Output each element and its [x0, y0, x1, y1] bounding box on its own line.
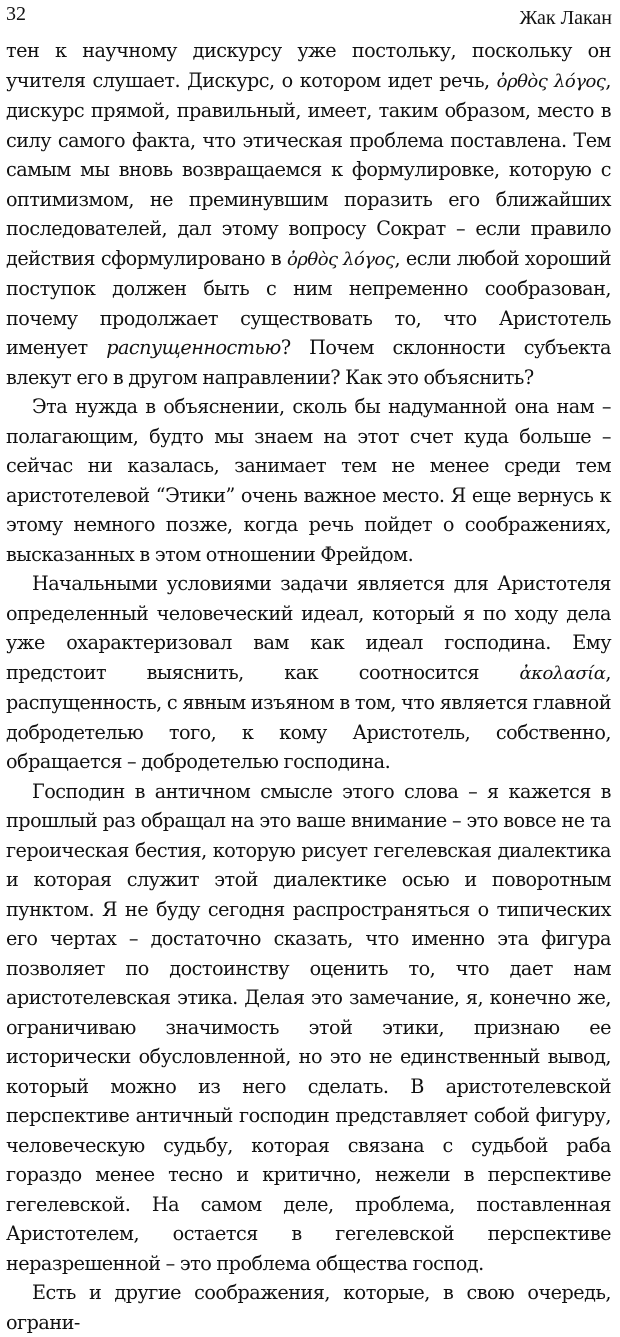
paragraph-4	[6, 777, 611, 1279]
paragraph-5	[6, 1278, 611, 1337]
text-run: тен к научному дискурсу уже постольку, поскольку он учителя слушает. Дискурс, о котором идет речь,	[6, 39, 611, 92]
body-text	[6, 36, 611, 1337]
greek-term: ἀκολασία	[519, 662, 606, 684]
greek-term: ὀρθὸς λόγος	[286, 248, 395, 270]
text-run: Эта нужда в объяснении, сколь бы надуманной она нам – полагающим, будто мы знаем на этот счет куда больше – сейчас ни казалась, занимает тем не менее среди тем аристотелевой “Этики” очень важное место. Я еще вернусь к этому немного позже, когда речь пойдет о соображениях, высказанных в этом отношении Фрейдом.	[6, 395, 611, 566]
text-run: Есть и другие соображения, которые, в свою очередь, ограни-	[6, 1281, 611, 1334]
text-run: , дискурс прямой, правильный, имеет, таким образом, место в силу самого факта, что этическая проблема поставлена. Тем самым мы вновь возвращаемся к формулировке, которую с оптимизмом, не преминувшим поразить его ближайших последователей, дал этому вопросу Сократ – если правило действия сформулировано в	[6, 68, 611, 270]
running-head: Жак Лакан	[519, 7, 612, 29]
paragraph-3	[6, 569, 611, 777]
text-run: ? Почем склонности субъекта влекут его в другом направлении? Как это объяснить?	[6, 336, 611, 389]
italic-term: распущенностью	[106, 336, 281, 359]
greek-term: ὀρθὸς λόγος	[496, 70, 606, 92]
text-run: , распущенность, с явным изъяном в том, что является главной добродетелью того, к кому Аристотель, собственно, обращается – добродетелью господина.	[6, 660, 611, 773]
text-run: Господин в античном смысле этого слова – я кажется в прошлый раз обращал на это ваше внимание – это вовсе не та героическая бестия, которую рисует гегелевская диалектика и которая служит этой диалектике осью и поворотным пунктом. Я не буду сегодня распространяться о типических его чертах – достаточно сказать, что именно эта фигура позволяет по достоинству оценить то, что дает нам аристотелевская этика. Делая это замечание, я, конечно же, ограничиваю значимость этой этики, признаю ее исторически обусловленной, но это не единственный вывод, который можно из него сделать. В аристотелевской перспективе античный господин представляет собой фигуру, человеческую судьбу, которая связана с судьбой раба гораздо менее тесно и критично, нежели в перспективе гегелевской. На самом деле, проблема, поставленная Аристотелем, остается в гегелевской перспективе неразрешенной – это проблема общества господ.	[6, 779, 611, 1275]
text-run: , если любой хороший поступок должен быть с ним непременно сообразован, почему продолжает существовать то, что Аристотель именует	[6, 246, 611, 359]
page-header	[6, 0, 612, 34]
paragraph-1	[6, 36, 611, 392]
paragraph-2	[6, 392, 611, 569]
text-run: Начальными условиями задачи является для Аристотеля определенный человеческий идеал, который я по ходу дела уже охарактеризовал вам как идеал господина. Ему предстоит выяснить, как соотносится	[6, 572, 611, 684]
page-number: 32	[6, 3, 26, 25]
